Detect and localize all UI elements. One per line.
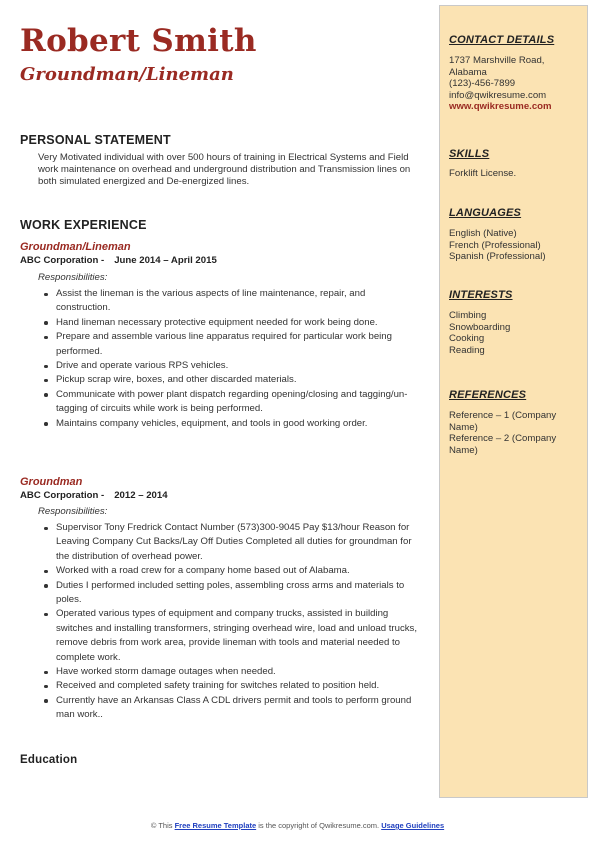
resume-header — [20, 22, 420, 87]
list-item: Maintains company vehicles, equipment, and tools in good working order. — [38, 417, 418, 431]
list-item: English (Native) — [449, 228, 517, 239]
list-item: Cooking — [449, 333, 485, 345]
email-link[interactable]: info@qwikresume.com — [449, 89, 547, 101]
responsibilities-label: Responsibilities: — [38, 272, 108, 283]
list-item: Have worked storm damage outages when needed. — [38, 665, 418, 679]
candidate-name: Robert Smith — [20, 23, 257, 59]
interests-list — [449, 310, 584, 356]
footer-middle: is the copyright of Qwikresume.com. — [256, 821, 382, 830]
list-item: Operated various types of equipment and company trucks, assisted in building switches and installing transformers, stringing overhead wire, load and unload trucks, remove debris from work area, provide lineman with tools and material needed to complete work. — [38, 607, 418, 665]
work-experience-heading: WORK EXPERIENCE — [20, 218, 147, 232]
list-item: Reading — [449, 344, 485, 356]
contact-details — [449, 55, 584, 113]
languages-heading: LANGUAGES — [449, 207, 522, 219]
copyright-footer — [0, 821, 595, 830]
list-item: Worked with a road crew for a company home based out of Alabama. — [38, 564, 418, 578]
job-company: ABC Corporation - — [20, 490, 105, 501]
list-item: Currently have an Arkansas Class A CDL drivers permit and tools to perform ground man work.. — [38, 694, 418, 723]
job-company-line — [20, 490, 168, 501]
personal-statement-text: Very Motivated individual with over 500 hours of training in Electrical Systems and Field work maintenance on overhead and underground distribution and Transmission lines on both simulated energized and De-energized lines. — [38, 152, 411, 188]
candidate-title: Groundman/Lineman — [20, 64, 234, 85]
footer-prefix: © This — [150, 821, 175, 830]
list-item: Pickup scrap wire, boxes, and other discarded materials. — [38, 373, 418, 387]
usage-guidelines-link[interactable]: Usage Guidelines — [381, 821, 445, 830]
list-item: Communicate with power plant dispatch regarding opening/closing and tagging/un-tagging of circuits while work is being performed. — [38, 388, 418, 417]
list-item: Climbing — [449, 310, 487, 321]
responsibilities-label: Responsibilities: — [38, 506, 108, 517]
list-item: Reference – 2 (Company Name) — [449, 433, 557, 456]
job-company: ABC Corporation - — [20, 255, 105, 266]
list-item: French (Professional) — [449, 239, 541, 251]
list-item: Duties I performed included setting poles, assembling cross arms and materials to poles. — [38, 579, 418, 608]
job-title: Groundman/Lineman — [20, 241, 131, 253]
list-item: Drive and operate various RPS vehicles. — [38, 359, 418, 373]
address-line-1: 1737 Marshville Road, — [449, 55, 545, 66]
contact-heading: CONTACT DETAILS — [449, 34, 555, 46]
list-item: Forklift License. — [449, 168, 517, 179]
interests-heading: INTERESTS — [449, 289, 513, 301]
job-title: Groundman — [20, 476, 83, 488]
list-item: Supervisor Tony Fredrick Contact Number (573)300-9045 Pay $13/hour Reason for Leaving Company Cut Backs/Lay Off Duties Completed all duties for groundman for the distribution of overhead power. — [38, 521, 418, 564]
job-bullets — [38, 287, 418, 431]
job-company-line — [20, 255, 217, 266]
website-link[interactable]: www.qwikresume.com — [449, 101, 552, 113]
list-item: Received and completed safety training for switches related to position held. — [38, 679, 418, 693]
free-resume-template-link[interactable]: Free Resume Template — [174, 821, 257, 830]
sidebar — [439, 5, 588, 798]
skills-heading: SKILLS — [449, 148, 490, 160]
personal-statement-heading: PERSONAL STATEMENT — [20, 133, 171, 147]
list-item: Prepare and assemble various line apparatus required for particular work being performed. — [38, 330, 418, 359]
references-list — [449, 410, 584, 456]
references-heading: REFERENCES — [449, 389, 527, 401]
list-item: Assist the lineman is the various aspects of line maintenance, repair, and construction. — [38, 287, 418, 316]
list-item: Hand lineman necessary protective equipment needed for work being done. — [38, 316, 418, 330]
list-item: Spanish (Professional) — [449, 251, 546, 263]
list-item: Reference – 1 (Company Name) — [449, 410, 557, 433]
job-dates: 2012 – 2014 — [114, 490, 168, 501]
phone: (123)-456-7899 — [449, 78, 516, 90]
address-line-2: Alabama — [449, 66, 487, 78]
education-heading: Education — [20, 754, 78, 766]
skills-list — [449, 168, 584, 180]
list-item: Snowboarding — [449, 321, 511, 333]
job-dates: June 2014 – April 2015 — [114, 255, 217, 266]
languages-list — [449, 228, 584, 263]
job-bullets — [38, 521, 418, 723]
